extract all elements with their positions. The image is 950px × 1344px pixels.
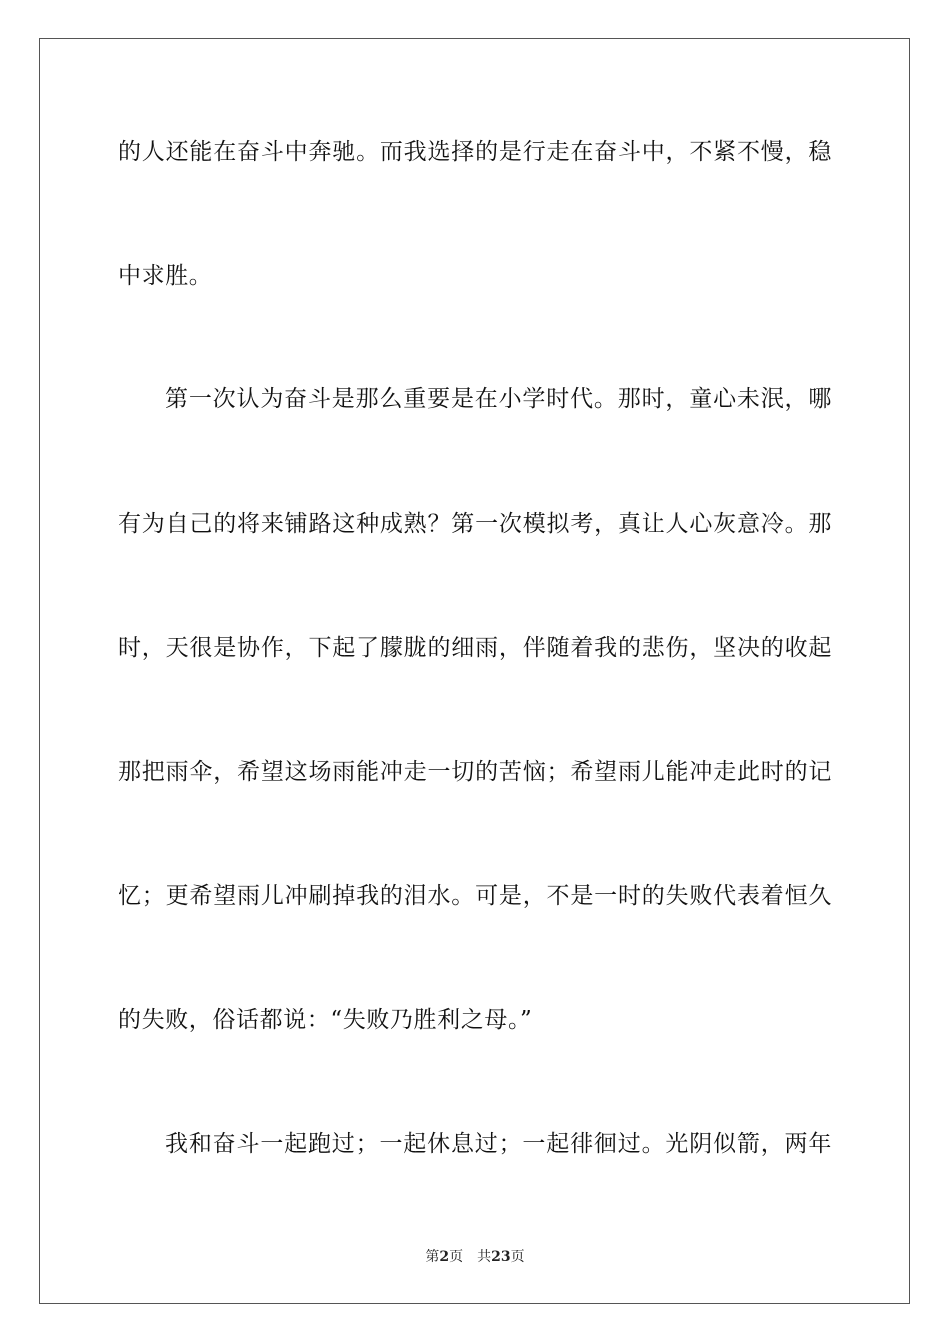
page-frame: [39, 38, 910, 1304]
body-line-7: 忆；更希望雨儿冲刷掉我的泪水。可是，不是一时的失败代表着恒久: [118, 883, 832, 909]
footer-page-suffix: 页: [449, 1249, 464, 1265]
body-line-5: 时，天很是协作，下起了朦胧的细雨，伴随着我的悲伤，坚决的收起: [118, 635, 832, 661]
body-line-1: 的人还能在奋斗中奔驰。而我选择的是行走在奋斗中，不紧不慢，稳: [118, 139, 832, 165]
body-line-2: 中求胜。: [118, 263, 213, 289]
body-line-3: 第一次认为奋斗是那么重要是在小学时代。那时，童心未泯，哪: [165, 386, 832, 412]
footer-total-pages: 23: [491, 1249, 511, 1265]
footer-page-prefix: 第: [425, 1249, 440, 1265]
footer-page-number: 2: [439, 1249, 450, 1265]
body-line-4: 有为自己的将来铺路这种成熟？第一次模拟考，真让人心灰意冷。那: [118, 511, 832, 537]
body-line-9: 我和奋斗一起跑过；一起休息过；一起徘徊过。光阴似箭，两年: [165, 1131, 832, 1157]
body-line-8: 的失败，俗话都说：“失败乃胜利之母。”: [118, 1007, 533, 1033]
body-line-6: 那把雨伞，希望这场雨能冲走一切的苦恼；希望雨儿能冲走此时的记: [118, 759, 832, 785]
footer-total-suffix: 页: [510, 1249, 525, 1265]
footer-total-prefix: 共: [477, 1249, 492, 1265]
page-footer: [0, 1247, 950, 1267]
